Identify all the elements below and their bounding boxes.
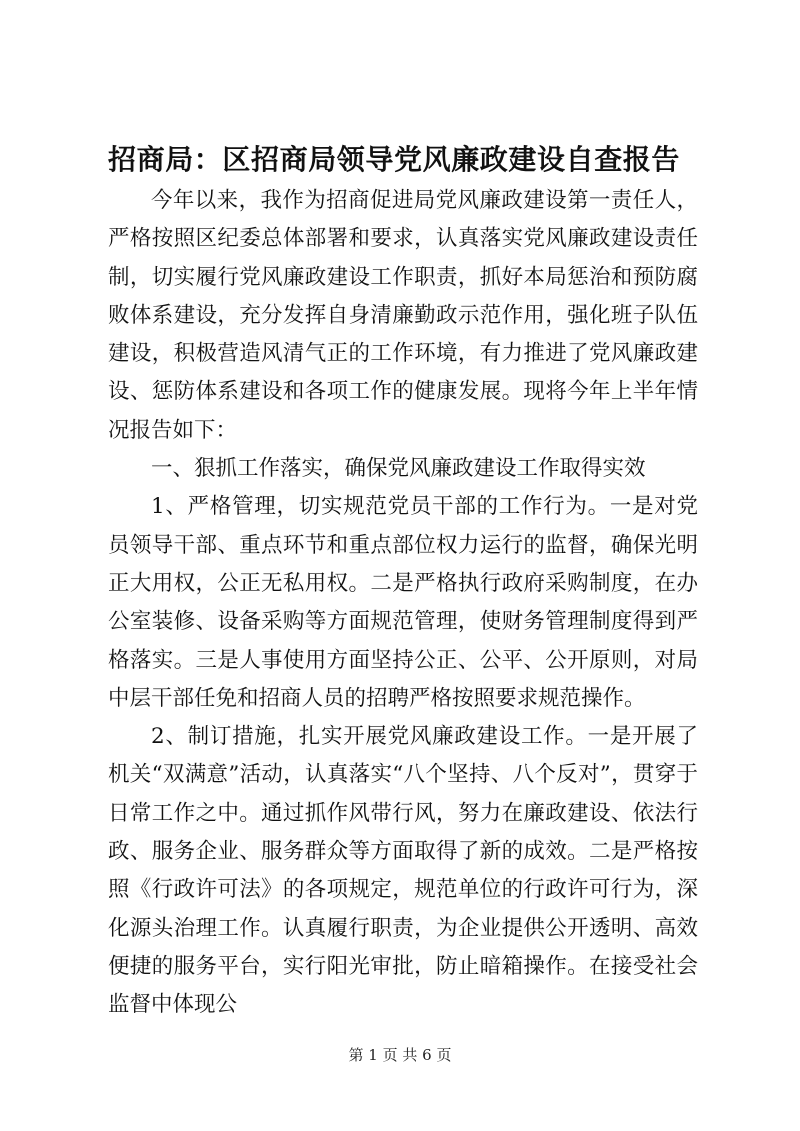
section-heading-1: 一、狠抓工作落实，确保党风廉政建设工作取得实效 (151, 456, 646, 482)
paragraph-intro: 今年以来，我作为招商促进局党风廉政建设第一责任人，严格按照区纪委总体部署和要求，认真落实党风廉政建设责任制，切实履行党风廉政建设工作职责，抓好本局惩治和预防腐败体系建设，充分发挥自身清廉勤政示范作用，强化班子队伍建设，积极营造风清气正的工作环境，有力推进了党风廉政建设、惩防体系建设和各项工作的健康发展。现将今年上半年情况报告如下： (108, 188, 698, 443)
document-body (108, 182, 698, 1025)
paragraph-item-1: 1、严格管理，切实规范党员干部的工作行为。一是对党员领导干部、重点环节和重点部位权力运行的监督，确保光明正大用权，公正无私用权。二是严格执行政府采购制度，在办公室装修、设备采购等方面规范管理，使财务管理制度得到严格落实。三是人事使用方面坚持公正、公平、公开原则，对局中层干部任免和招商人员的招聘严格按照要求规范操作。 (108, 494, 698, 711)
page-footer: 第 1 页 共 6 页 (348, 1046, 452, 1064)
document-title: 招商局：区招商局领导党风廉政建设自查报告 (108, 143, 681, 176)
paragraph-item-2: 2、制订措施，扎实开展党风廉政建设工作。一是开展了机关“双满意”活动，认真落实“八个坚持、八个反对”，贯穿于日常工作之中。通过抓作风带行风，努力在廉政建设、依法行政、服务企业、服务群众等方面取得了新的成效。二是严格按照《行政许可法》的各项规定，规范单位的行政许可行为，深化源头治理工作。认真履行职责，为企业提供公开透明、高效便捷的服务平台，实行阳光审批，防止暗箱操作。在接受社会监督中体现公 (108, 724, 698, 1018)
